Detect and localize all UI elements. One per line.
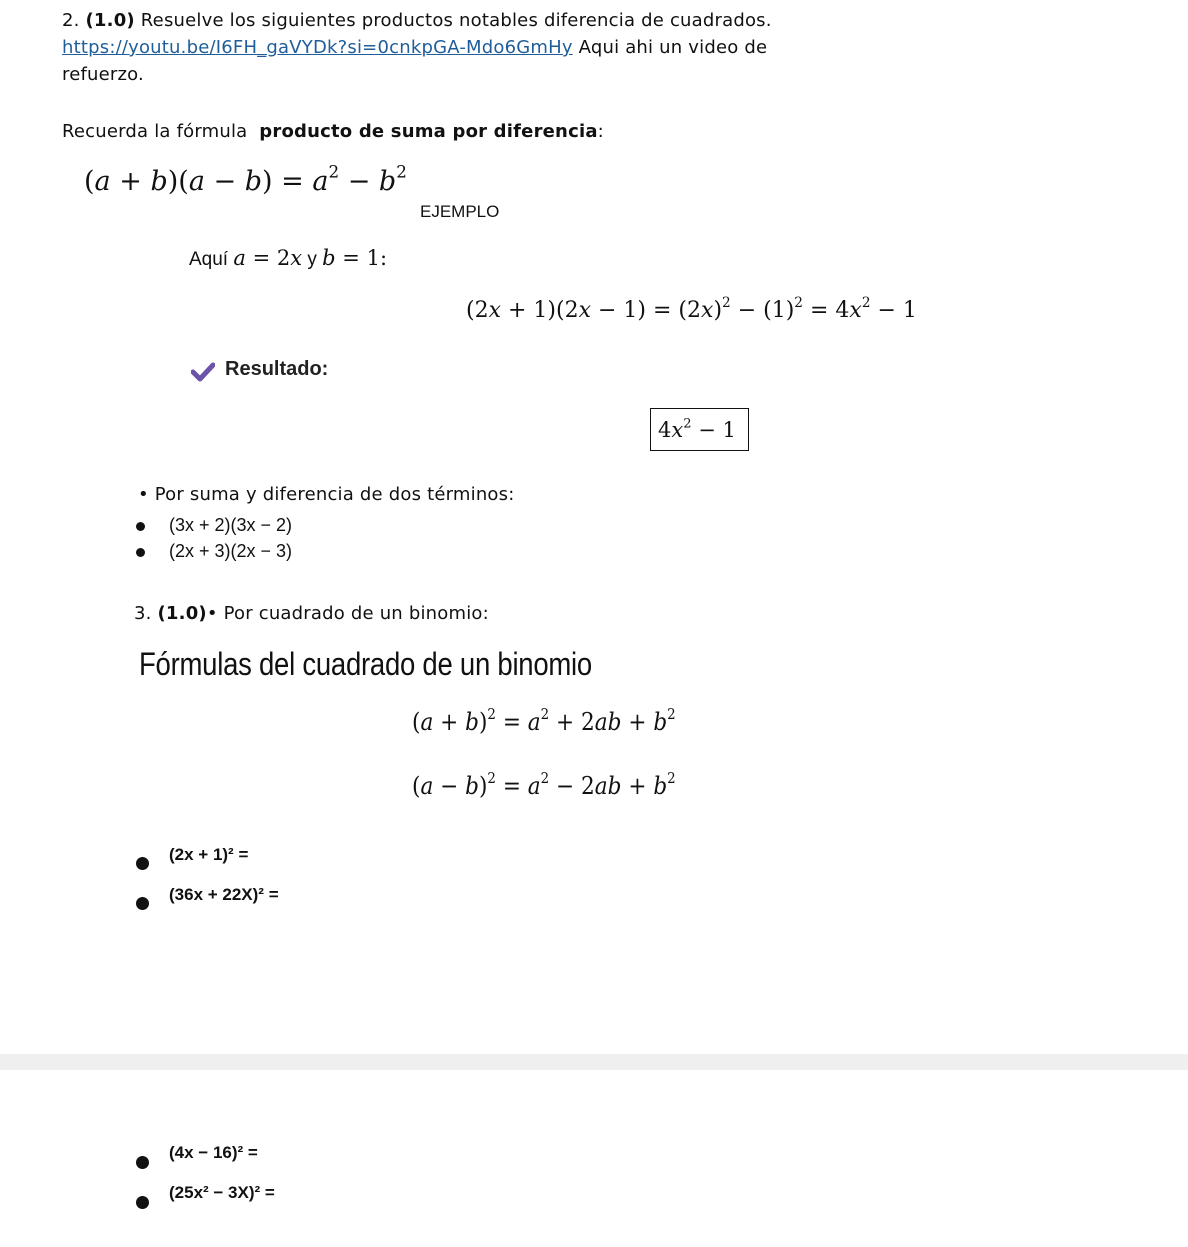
bullet-icon <box>136 522 145 531</box>
page-break-band <box>0 1054 1188 1070</box>
recall-bold: producto de suma por diferencia <box>259 121 598 142</box>
q2-exercise-1: (3x + 2)(3x − 2) <box>169 515 293 535</box>
q2-number: 2. <box>62 10 80 31</box>
bullet-icon <box>136 897 149 910</box>
q2-instruction-line <box>62 10 772 31</box>
example-expansion: $(2x + 1)(2x - 1) = (2x)^2 - (1)^2 = 4x^2 - 1$ <box>466 294 917 323</box>
recall-suffix: : <box>597 121 604 142</box>
q3-exercise-4: (25x² − 3X)² = <box>169 1183 275 1202</box>
sum-difference-formula: $(a + b)(a - b) = a^2 - b^2$ <box>84 161 407 197</box>
q3-exercise-2: (36x + 22X)² = <box>169 885 279 904</box>
q3-instruction: • Por cuadrado de un binomio: <box>206 603 489 624</box>
q2-points: (1.0) <box>85 10 135 31</box>
check-icon <box>191 362 215 382</box>
recall-line <box>62 121 604 142</box>
square-difference-formula: $(a - b)^2 = a^2 - 2ab + b^2$ <box>412 768 676 800</box>
aqui-y: y <box>307 249 317 270</box>
bullet-icon <box>136 857 149 870</box>
q2-instruction: Resuelve los siguientes productos notables diferencia de cuadrados. <box>140 10 772 31</box>
formulas-title: Fórmulas del cuadrado de un binomio <box>139 646 592 682</box>
q3-points: (1.0) <box>157 603 207 624</box>
q3-instruction-line <box>134 603 489 624</box>
q2-link-line <box>62 37 767 58</box>
aqui-prefix: Aquí <box>189 249 229 270</box>
youtube-link[interactable]: https://youtu.be/I6FH_gaVYDk?si=0cnkpGA-Mdo6GmHy <box>62 37 573 58</box>
bullet-icon <box>136 1196 149 1209</box>
example-substitution: Aquí a = 2x y b = 1: <box>189 246 388 270</box>
q2-exercise-2: (2x + 3)(2x − 3) <box>169 541 293 561</box>
result-expression: $4x^2 - 1$ <box>658 416 736 442</box>
result-label: Resultado: <box>225 358 329 380</box>
example-label: EJEMPLO <box>420 202 500 221</box>
recall-prefix: Recuerda la fórmula <box>62 121 248 142</box>
link-after-text-2: refuerzo. <box>62 64 144 85</box>
bullet-icon <box>136 548 145 557</box>
q3-exercise-3: (4x − 16)² = <box>169 1143 258 1162</box>
q3-number: 3. <box>134 603 152 624</box>
q3-exercise-1: (2x + 1)² = <box>169 845 249 864</box>
square-sum-formula: $(a + b)^2 = a^2 + 2ab + b^2$ <box>412 704 676 736</box>
q2-exercise-intro: • Por suma y diferencia de dos términos: <box>138 484 515 505</box>
link-after-text: Aqui ahi un video de <box>578 37 768 58</box>
bullet-icon <box>136 1156 149 1169</box>
